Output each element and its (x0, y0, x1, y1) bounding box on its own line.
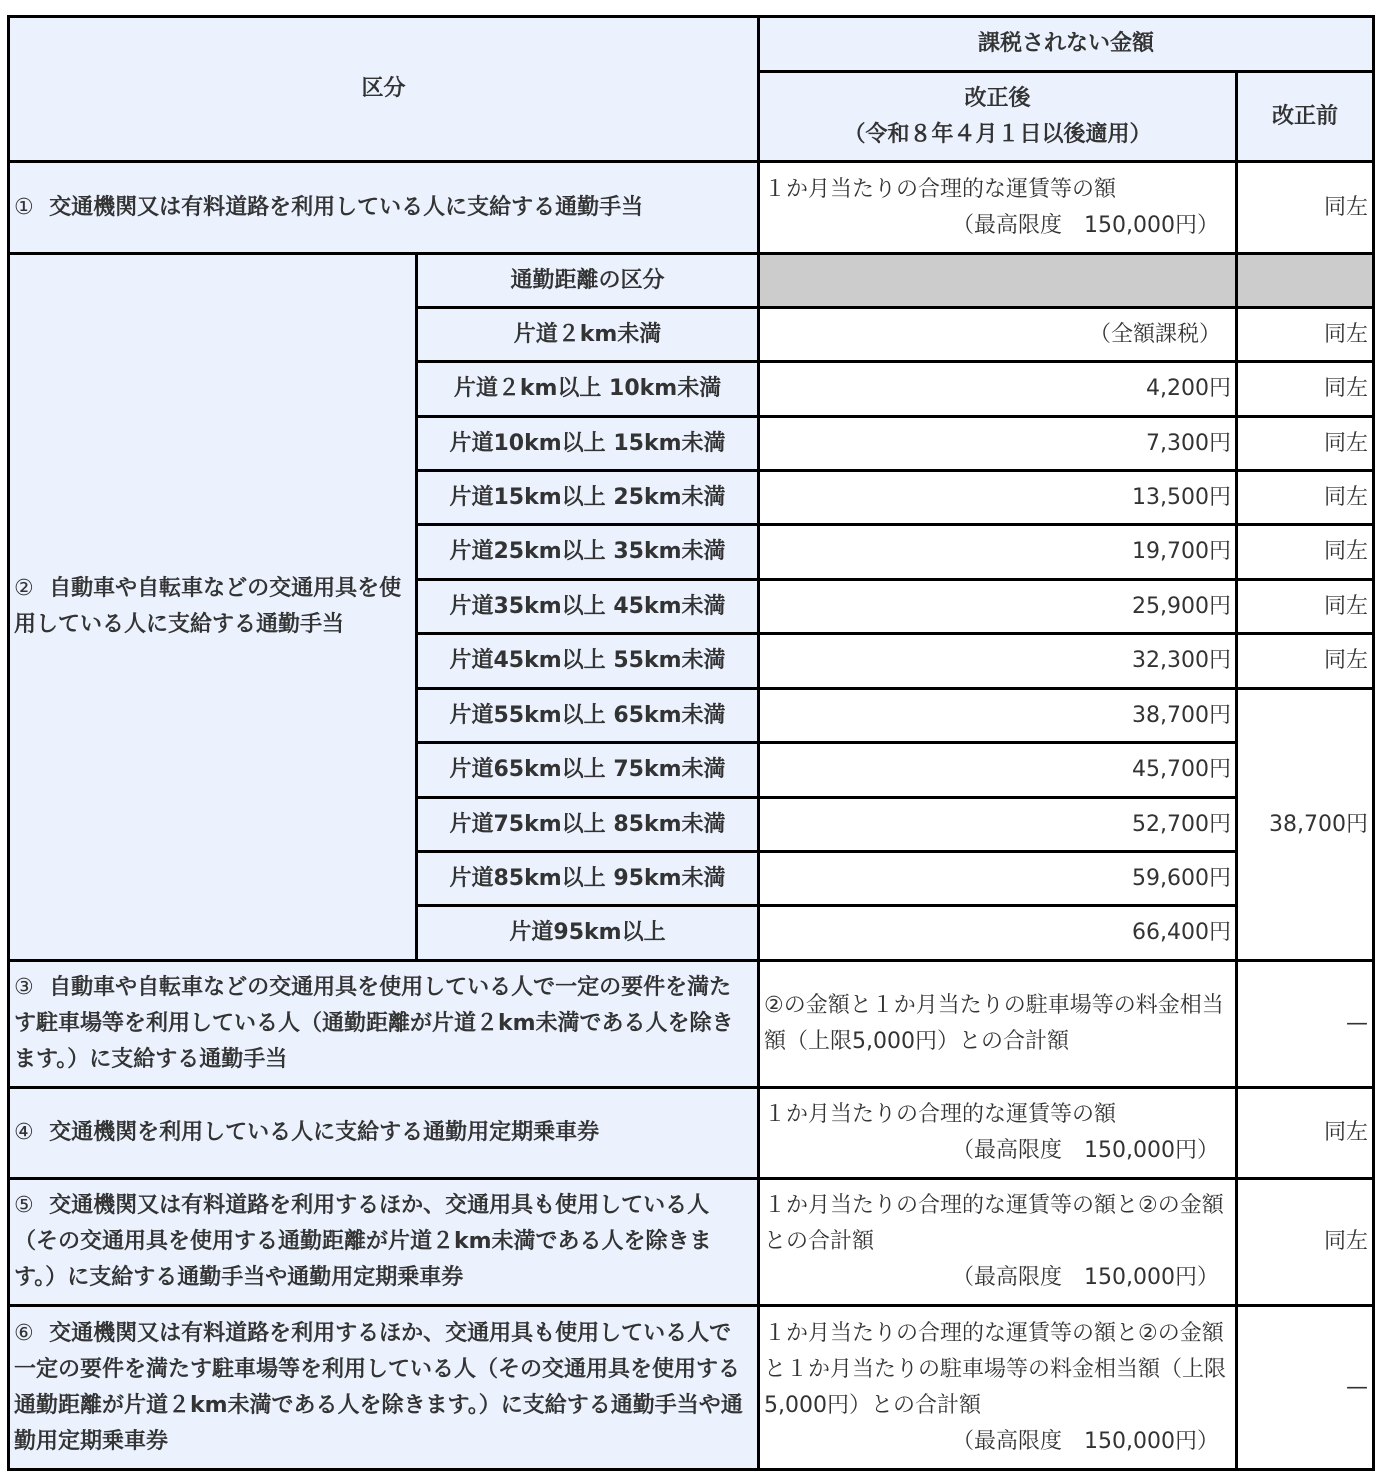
row-6-label-text: 交通機関又は有料道路を利用するほか、交通用具も使用している人で一定の要件を満たす駐車場等を利用している人（その交通用具を使用する通勤距離が片道２km未満である人を除きます。）に支給する通勤手当や通勤用定期乗車券 (14, 1320, 743, 1454)
row-6-after (759, 1306, 1237, 1470)
row-1-label-text: 交通機関又は有料道路を利用している人に支給する通勤手当 (49, 194, 644, 220)
row-4-after (759, 1088, 1237, 1179)
distance-band-label: 片道２km以上 10km未満 (417, 362, 759, 417)
commuting-allowance-table (7, 15, 1375, 1471)
header-row-1 (9, 17, 1374, 72)
row-4-label (9, 1088, 759, 1179)
distance-band-before: 同左 (1237, 362, 1374, 417)
distance-header: 通勤距離の区分 (417, 254, 759, 308)
row-6-after-text-b: の金額と１か月当たりの駐車場等の料金相当額（上限5,000円）との合計額 (764, 1320, 1227, 1418)
distance-band-after: 66,400円 (759, 906, 1237, 961)
row-1-after (759, 162, 1237, 254)
distance-band-before: 同左 (1237, 308, 1374, 362)
row-2-label-text: 自動車や自転車などの交通用具を使用している人に支給する通勤手当 (14, 576, 402, 637)
table-row-3 (9, 961, 1374, 1088)
table-row-2-header (9, 254, 1374, 308)
table-row-5 (9, 1179, 1374, 1306)
distance-header-after-blank (759, 254, 1237, 308)
row-4-label-text: 交通機関を利用している人に支給する通勤用定期乗車券 (49, 1120, 600, 1145)
distance-band-after: 52,700円 (759, 798, 1237, 852)
row-3-label-text: 自動車や自転車などの交通用具を使用している人で一定の要件を満たす駐車場等を利用している人（通勤距離が片道２km未満である人を除きます。）に支給する通勤手当 (14, 975, 734, 1072)
row-5-label (9, 1179, 759, 1306)
distance-band-label: 片道95km以上 (417, 906, 759, 961)
distance-band-after: 32,300円 (759, 634, 1237, 689)
circled-number-2: ② (14, 576, 34, 601)
row-3-before: — (1237, 961, 1374, 1088)
header-category: 区分 (9, 17, 759, 162)
distance-band-label: 片道25km以上 35km未満 (417, 525, 759, 580)
row-6-before: — (1237, 1306, 1374, 1470)
row-1-label (9, 162, 759, 254)
row-3-after-text: の金額と１か月当たりの駐車場等の料金相当額（上限5,000円）との合計額 (764, 993, 1224, 1054)
distance-band-after: 59,600円 (759, 852, 1237, 906)
distance-band-label: 片道65km以上 75km未満 (417, 743, 759, 798)
row-5-after-text-b: の金額との合計額 (764, 1193, 1224, 1254)
row-4-after-line1: １か月当たりの合理的な運賃等の額 (764, 1102, 1117, 1127)
distance-header-before-blank (1237, 254, 1374, 308)
row-4-before: 同左 (1237, 1088, 1374, 1179)
distance-band-before: 同左 (1237, 417, 1374, 471)
distance-band-after: 4,200円 (759, 362, 1237, 417)
circled-number-1: ① (14, 194, 34, 220)
distance-band-label: 片道15km以上 25km未満 (417, 471, 759, 525)
distance-band-before: 同左 (1237, 525, 1374, 580)
header-before-revision: 改正前 (1237, 72, 1374, 162)
row-6-after-line2: （最高限度 150,000円） (952, 1428, 1220, 1454)
circled-number-3: ③ (14, 975, 34, 1000)
distance-band-before: 同左 (1237, 634, 1374, 689)
row-6-after-text-a: １か月当たりの合理的な運賃等の額と (764, 1320, 1139, 1346)
row-5-after (759, 1179, 1237, 1306)
row-3-after-ref: ② (764, 993, 784, 1018)
circled-number-6: ⑥ (14, 1320, 34, 1346)
distance-band-label: 片道10km以上 15km未満 (417, 417, 759, 471)
distance-band-after: （全額課税） (759, 308, 1237, 362)
row-4-after-line2: （最高限度 150,000円） (952, 1138, 1220, 1163)
row-5-after-line2: （最高限度 150,000円） (952, 1265, 1220, 1290)
row-3-label (9, 961, 759, 1088)
distance-band-after: 38,700円 (759, 689, 1237, 743)
row-1-after-line1: １か月当たりの合理的な運賃等の額 (764, 176, 1117, 202)
row-5-after-ref: ② (1138, 1193, 1158, 1218)
row-2-label (9, 254, 417, 961)
after-revision-title: 改正後 (964, 85, 1031, 111)
header-after-revision (759, 72, 1237, 162)
distance-band-after: 25,900円 (759, 580, 1237, 634)
distance-band-before: 同左 (1237, 471, 1374, 525)
header-non-taxable: 課税されない金額 (759, 17, 1374, 72)
row-6-label (9, 1306, 759, 1470)
distance-band-after: 13,500円 (759, 471, 1237, 525)
distance-band-label: 片道35km以上 45km未満 (417, 580, 759, 634)
distance-band-label: 片道55km以上 65km未満 (417, 689, 759, 743)
row-5-after-text-a: １か月当たりの合理的な運賃等の額と (764, 1193, 1139, 1218)
distance-band-label: 片道２km未満 (417, 308, 759, 362)
table-row-1 (9, 162, 1374, 254)
distance-band-after: 19,700円 (759, 525, 1237, 580)
table-row-4 (9, 1088, 1374, 1179)
circled-number-5: ⑤ (14, 1193, 34, 1218)
circled-number-4: ④ (14, 1120, 34, 1145)
distance-band-before-merged: 38,700円 (1237, 689, 1374, 961)
row-5-before: 同左 (1237, 1179, 1374, 1306)
after-revision-note: （令和８年４月１日以後適用） (843, 121, 1152, 147)
distance-band-after: 7,300円 (759, 417, 1237, 471)
distance-band-before: 同左 (1237, 580, 1374, 634)
row-1-before: 同左 (1237, 162, 1374, 254)
row-6-after-ref: ② (1138, 1320, 1158, 1346)
table-row-6 (9, 1306, 1374, 1470)
row-3-after (759, 961, 1237, 1088)
distance-band-label: 片道45km以上 55km未満 (417, 634, 759, 689)
distance-band-label: 片道85km以上 95km未満 (417, 852, 759, 906)
distance-band-after: 45,700円 (759, 743, 1237, 798)
distance-band-label: 片道75km以上 85km未満 (417, 798, 759, 852)
row-1-after-line2: （最高限度 150,000円） (952, 212, 1220, 238)
row-5-label-text: 交通機関又は有料道路を利用するほか、交通用具も使用している人（その交通用具を使用する通勤距離が片道２km未満である人を除きます。）に支給する通勤手当や通勤用定期乗車券 (14, 1193, 712, 1290)
